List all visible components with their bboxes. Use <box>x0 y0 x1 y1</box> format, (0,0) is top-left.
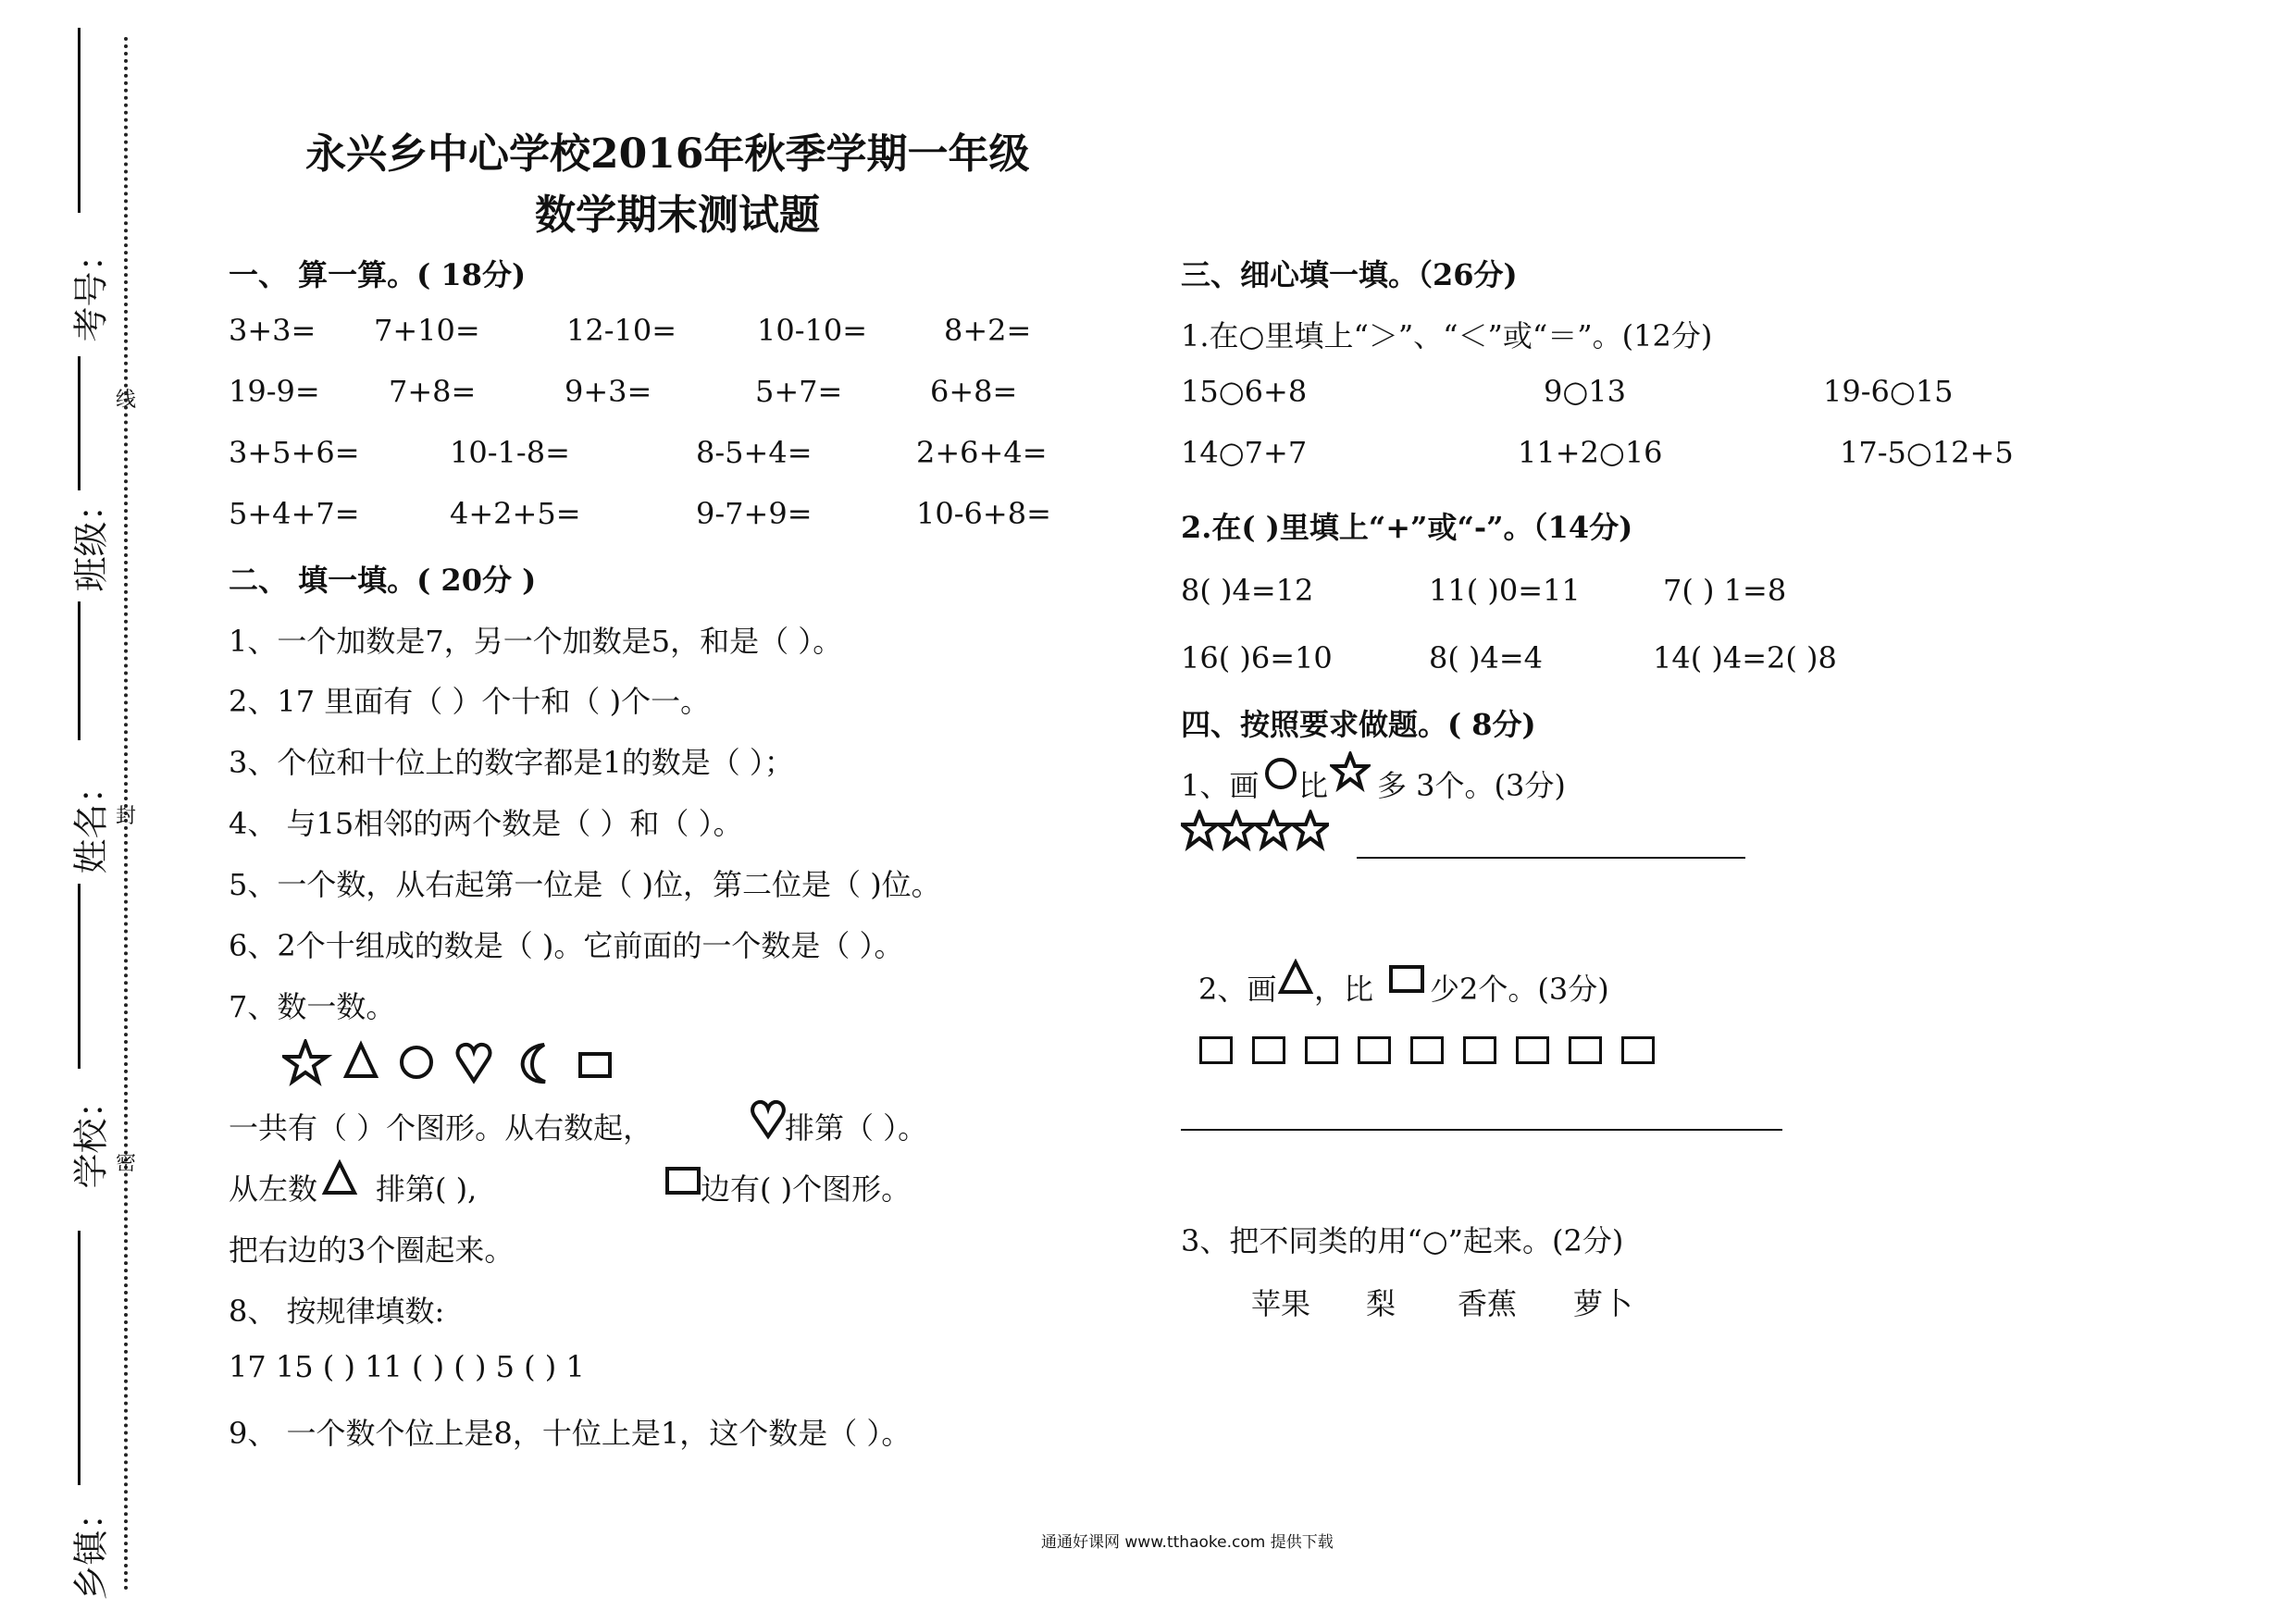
star-icon <box>1182 812 1217 847</box>
section4-header: 四、按照要求做题。( 8分) <box>1181 707 1536 742</box>
binding-rule <box>78 28 81 213</box>
township-label: 乡镇： <box>70 1494 112 1601</box>
item-word: 苹果 <box>1251 1286 1311 1321</box>
binding-rule <box>78 884 81 1069</box>
number-sequence: 17 15 ( ) 11 ( ) ( ) 5 ( ) 1 <box>229 1349 585 1384</box>
calc-item: 10-1-8= <box>450 435 570 470</box>
count-answer-line-2-mid: 排第( ), <box>376 1171 478 1207</box>
section3-header: 三、细心填一填。（26分) <box>1181 257 1518 292</box>
footer-credit: 通通好课网 www.tthaoke.com 提供下载 <box>1041 1533 1334 1552</box>
seal-mark-feng: 封 <box>116 805 137 828</box>
count-answer-line-2-prefix: 从左数 <box>229 1171 318 1207</box>
square-icon <box>664 1166 703 1197</box>
triangle-icon <box>321 1159 358 1196</box>
star-icon <box>1256 812 1291 847</box>
heart-icon <box>750 1099 787 1140</box>
item-word: 梨 <box>1366 1286 1396 1321</box>
seal-mark-xian: 线 <box>116 389 137 412</box>
calc-item: 3+5+6= <box>229 435 360 470</box>
fill-question-8: 8、 按规律填数: <box>229 1294 445 1329</box>
seal-mark-mi: 密 <box>116 1152 137 1175</box>
compare-item: 15○6+8 <box>1181 374 1308 409</box>
compare-item: 14○7+7 <box>1181 435 1308 470</box>
binding-rule <box>78 356 81 490</box>
operator-item: 7( ) 1=8 <box>1663 573 1787 608</box>
moon-icon <box>523 1045 545 1082</box>
square-icon <box>1463 1036 1496 1064</box>
section1-header: 一、 算一算。( 18分) <box>229 257 527 292</box>
circle-icon <box>1263 756 1298 791</box>
name-label: 姓名： <box>70 768 112 874</box>
calc-item: 5+7= <box>755 374 843 409</box>
square-icon <box>1410 1036 1444 1064</box>
calc-item: 4+2+5= <box>450 496 581 531</box>
operator-instruction: 2.在( )里填上“+”或“-”。（14分) <box>1181 510 1633 545</box>
calc-item: 5+4+7= <box>229 496 360 531</box>
square-icon <box>1358 1036 1391 1064</box>
calc-item: 10-6+8= <box>916 496 1051 531</box>
binding-rule <box>78 601 81 740</box>
fill-question-5: 5、一个数，从右起第一位是（ )位，第二位是（ )位。 <box>229 867 941 902</box>
draw-task-1-mid: 比 <box>1298 768 1329 803</box>
page-title-line1: 永兴乡中心学校2016年秋季学期一年级 <box>305 130 1030 178</box>
calc-item: 9+3= <box>565 374 652 409</box>
fill-question-4: 4、 与15相邻的两个数是（ ）和（ ）。 <box>229 806 743 841</box>
square-icon <box>580 1054 610 1076</box>
odd-one-out-instruction: 3、把不同类的用“○”起来。(2分) <box>1181 1223 1624 1258</box>
square-icon <box>1305 1036 1338 1064</box>
triangle-icon <box>346 1045 376 1076</box>
stars-row <box>1181 810 1329 852</box>
class-label: 班级： <box>70 486 112 592</box>
draw-task-2-mid: ，比 <box>1314 972 1374 1007</box>
operator-item: 8( )4=12 <box>1181 573 1314 608</box>
fill-question-7: 7、数一数。 <box>229 989 396 1024</box>
square-icon <box>1621 1036 1655 1064</box>
calc-item: 7+8= <box>389 374 477 409</box>
circle-right-three: 把右边的3个圈起来。 <box>229 1233 515 1268</box>
compare-instruction: 1.在○里填上“＞”、“＜”或“＝”。(12分) <box>1181 318 1713 353</box>
circle-icon <box>402 1047 431 1077</box>
fill-question-1: 1、一个加数是7，另一个加数是5，和是（ ）。 <box>229 624 843 659</box>
answer-line <box>1357 857 1745 859</box>
item-word: 萝卜 <box>1573 1286 1633 1321</box>
square-icon <box>1569 1036 1602 1064</box>
section2-header: 二、 填一填。( 20分 ) <box>229 563 537 598</box>
counting-shapes-row <box>282 1039 634 1087</box>
operator-item: 16( )6=10 <box>1181 640 1333 675</box>
calc-item: 8-5+4= <box>696 435 813 470</box>
count-answer-line-1-suffix: 排第（ ）。 <box>785 1110 928 1146</box>
operator-item: 11( )0=11 <box>1429 573 1581 608</box>
answer-line <box>1181 1129 1782 1131</box>
compare-item: 9○13 <box>1544 374 1626 409</box>
calc-item: 10-10= <box>757 313 868 348</box>
calc-item: 8+2= <box>944 313 1032 348</box>
triangle-icon <box>1277 959 1314 996</box>
draw-task-1-prefix: 1、画 <box>1181 768 1260 803</box>
count-answer-line-2-suffix: 边有( )个图形。 <box>701 1171 912 1207</box>
square-icon <box>1252 1036 1285 1064</box>
square-icon <box>1199 1036 1233 1064</box>
calc-item: 3+3= <box>229 313 316 348</box>
operator-item: 8( )4=4 <box>1429 640 1544 675</box>
heart-icon <box>458 1045 490 1081</box>
square-icon <box>1516 1036 1549 1064</box>
fill-question-9: 9、 一个数个位上是8，十位上是1，这个数是（ ）。 <box>229 1416 912 1451</box>
calc-item: 2+6+4= <box>916 435 1048 470</box>
school-label: 学校： <box>70 1083 112 1189</box>
fill-question-2: 2、17 里面有（ ）个十和（ )个一。 <box>229 684 711 719</box>
binding-rule <box>78 1231 81 1485</box>
draw-task-2-prefix: 2、画 <box>1198 972 1277 1007</box>
square-icon <box>1388 964 1427 996</box>
star-icon <box>1219 812 1254 847</box>
calc-item: 6+8= <box>930 374 1018 409</box>
calc-item: 19-9= <box>229 374 320 409</box>
star-icon <box>284 1042 327 1082</box>
star-icon <box>1293 812 1328 847</box>
item-word: 香蕉 <box>1458 1286 1518 1321</box>
draw-task-2-suffix: 少2个。(3分) <box>1430 972 1609 1007</box>
operator-item: 14( )4=2( )8 <box>1653 640 1837 675</box>
fill-question-3: 3、个位和十位上的数字都是1的数是（ ）； <box>229 745 794 780</box>
page-title-line2: 数学期末测试题 <box>535 192 820 239</box>
calc-item: 9-7+9= <box>696 496 813 531</box>
calc-item: 7+10= <box>374 313 480 348</box>
compare-item: 11+2○16 <box>1518 435 1663 470</box>
fill-question-6: 6、2个十组成的数是（ )。它前面的一个数是（ ）。 <box>229 928 904 963</box>
count-answer-line-1-prefix: 一共有（ ）个图形。从右数起， <box>229 1110 653 1146</box>
compare-item: 17-5○12+5 <box>1840 435 2014 470</box>
star-icon <box>1330 751 1371 792</box>
draw-task-1-suffix: 多 3个。(3分) <box>1377 768 1566 803</box>
exam-number-label: 考号： <box>70 236 112 342</box>
compare-item: 19-6○15 <box>1823 374 1954 409</box>
calc-item: 12-10= <box>566 313 677 348</box>
